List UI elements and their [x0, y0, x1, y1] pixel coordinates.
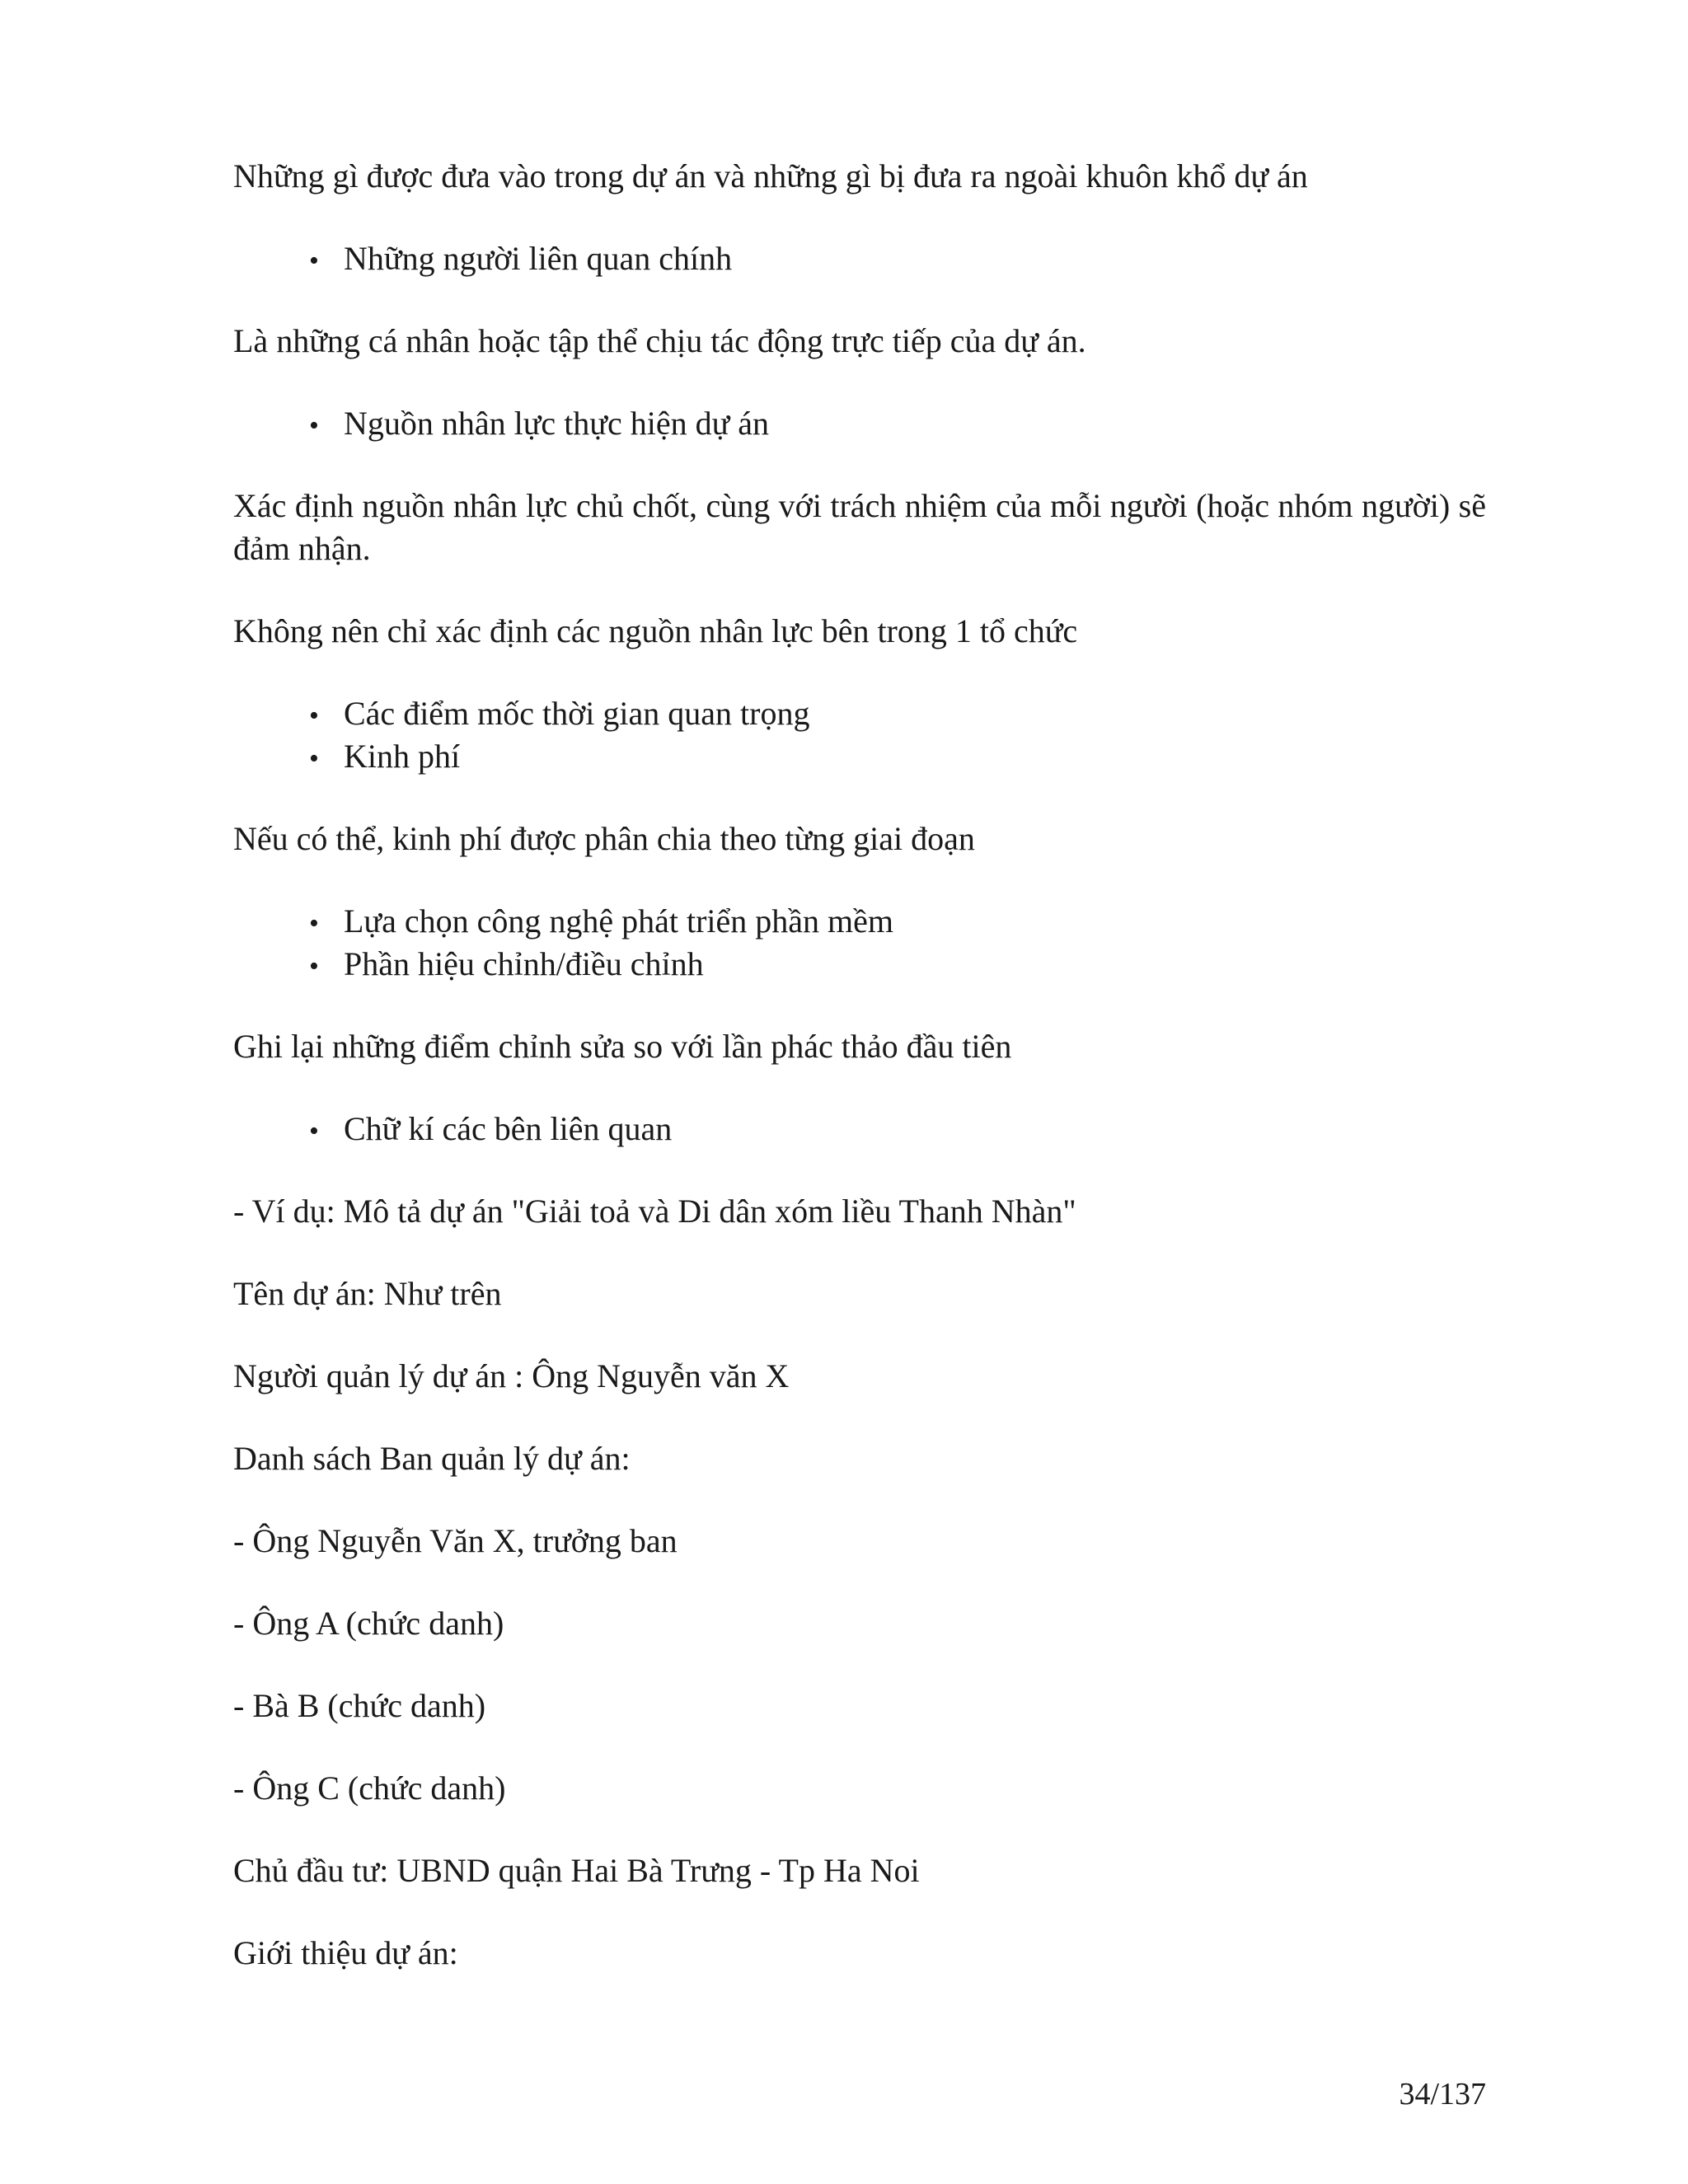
resources-note: Không nên chỉ xác định các nguồn nhân lực bên trong 1 tổ chức	[233, 612, 1078, 649]
bullet-label: Chữ kí các bên liên quan	[344, 1110, 673, 1147]
investor: Chủ đầu tư: UBND quận Hai Bà Trưng - Tp Ha Noi	[233, 1852, 920, 1889]
bullet-label: Phần hiệu chỉnh/điều chỉnh	[344, 945, 704, 982]
board-heading: Danh sách Ban quản lý dự án:	[233, 1440, 631, 1477]
bullet-item-stakeholders	[309, 237, 732, 283]
project-name: Tên dự án: Như trên	[233, 1275, 502, 1312]
board-member: - Ông C (chức danh)	[233, 1769, 506, 1807]
bullet-icon: •	[309, 1116, 319, 1146]
bullet-label: Nguồn nhân lực thực hiện dự án	[344, 405, 770, 442]
bullet-label: Những người liên quan chính	[344, 240, 733, 277]
board-member: - Bà B (chức danh)	[233, 1687, 486, 1724]
bullet-icon: •	[309, 951, 319, 982]
stakeholders-description: Là những cá nhân hoặc tập thể chịu tác động trực tiếp của dự án.	[233, 322, 1086, 359]
bullet-item-resources	[309, 402, 769, 448]
resources-description: Xác định nguồn nhân lực chủ chốt, cùng với trách nhiệm của mỗi người (hoặc nhóm người) sẽ đảm nhận.	[233, 487, 1486, 567]
bullet-item-milestones	[309, 692, 809, 738]
revisions-description: Ghi lại những điểm chỉnh sửa so với lần phác thảo đầu tiên	[233, 1028, 1012, 1065]
bullet-label: Lựa chọn công nghệ phát triển phần mềm	[344, 902, 894, 940]
bullet-icon: •	[309, 410, 319, 441]
example-title: - Ví dụ: Mô tả dự án "Giải toả và Di dân xóm liều Thanh Nhàn"	[233, 1193, 1076, 1230]
budget-description: Nếu có thể, kinh phí được phân chia theo từng giai đoạn	[233, 820, 975, 857]
bullet-icon: •	[309, 908, 319, 939]
bullet-label: Kinh phí	[344, 738, 461, 775]
introduction-heading: Giới thiệu dự án:	[233, 1934, 458, 1971]
board-member: - Ông Nguyễn Văn X, trưởng ban	[233, 1522, 678, 1559]
page-number: 34/137	[1399, 2077, 1486, 2111]
project-manager: Người quản lý dự án : Ông Nguyễn văn X	[233, 1357, 790, 1394]
bullet-label: Các điểm mốc thời gian quan trọng	[344, 695, 810, 732]
bullet-icon: •	[309, 246, 319, 276]
intro-line: Những gì được đưa vào trong dự án và những gì bị đưa ra ngoài khuôn khổ dự án	[233, 157, 1308, 194]
bullet-item-signatures	[309, 1108, 672, 1153]
bullet-item-technology	[309, 900, 893, 945]
bullet-icon: •	[309, 743, 319, 774]
board-member: - Ông A (chức danh)	[233, 1605, 504, 1642]
bullet-icon: •	[309, 701, 319, 731]
bullet-item-revisions	[309, 943, 704, 988]
bullet-item-budget	[309, 735, 460, 780]
